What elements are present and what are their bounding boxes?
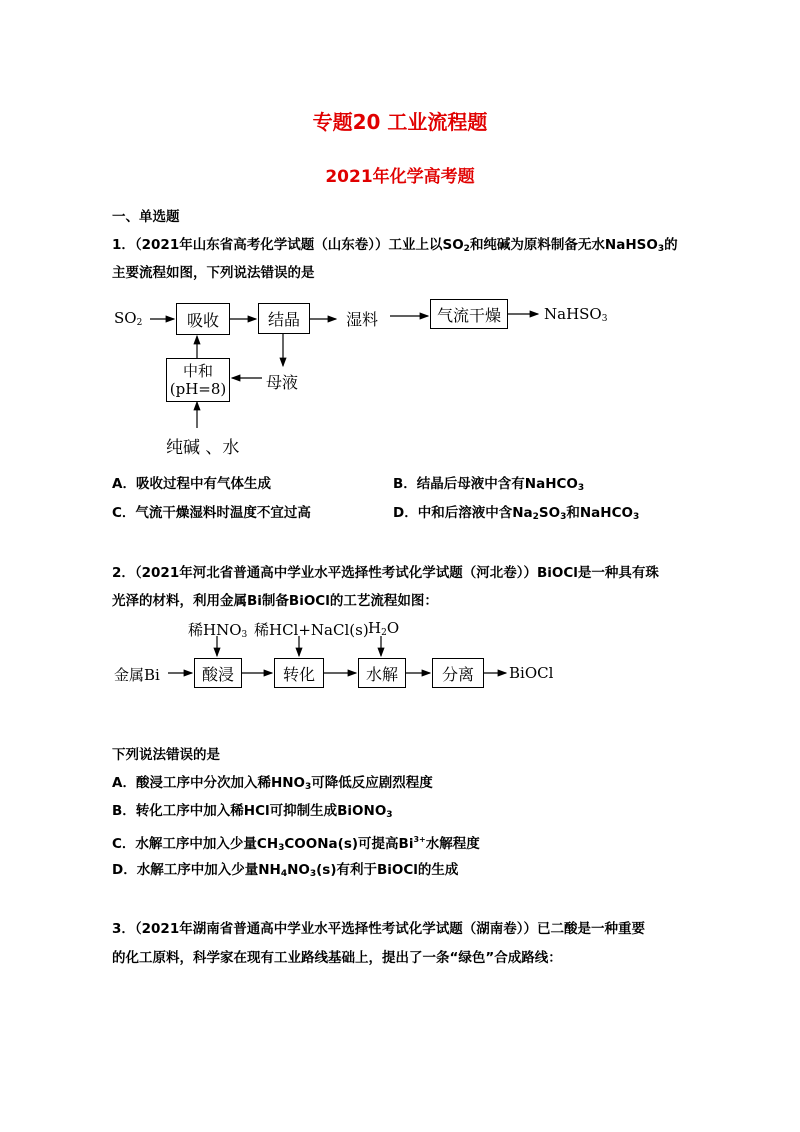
q2-stem-line2: 光泽的材料，利用金属Bi制备BiOCl的工艺流程如图：	[112, 593, 438, 609]
option-text: 和NaHCO	[566, 505, 633, 521]
feed-label: 纯碱 、水	[166, 438, 240, 458]
q2-question: 下列说法错误的是	[112, 747, 220, 763]
option-text: 可降低反应剧烈程度	[311, 775, 433, 791]
product-text: NaHSO	[544, 305, 602, 323]
subscript: 2	[381, 628, 387, 638]
conversion-box: 转化	[274, 658, 324, 688]
product-biocl: BiOCl	[509, 664, 554, 682]
neutralize-box	[166, 358, 230, 402]
reagent-hcl-nacl: 稀HCl+NaCl(s)	[254, 621, 369, 639]
acid-leach-box: 酸浸	[194, 658, 242, 688]
option-text: D．中和后溶液中含Na	[393, 505, 533, 521]
option-text: D．水解工序中加入少量NH	[112, 862, 281, 878]
subscript: 2	[463, 244, 470, 254]
flash-dry-box: 气流干燥	[430, 299, 508, 329]
product-nahso3-label	[544, 305, 607, 324]
wet-material-label: 湿料	[346, 310, 379, 329]
q1-stem-line2: 主要流程如图，下列说法错误的是	[112, 265, 315, 281]
q2-option-c	[112, 831, 480, 857]
option-text: C．水解工序中加入少量CH	[112, 836, 279, 852]
crystallize-box: 结晶	[258, 303, 310, 334]
reagent-water	[368, 619, 399, 638]
q1-stem-text: 1．（2021年山东省高考化学试题（山东卷））工业上以SO	[112, 237, 464, 253]
option-text: B．结晶后母液中含有NaHCO	[393, 476, 578, 492]
option-text: B．转化工序中加入稀HCl可抑制生成BiONO	[112, 803, 387, 819]
q1-option-c: C．气流干燥湿料时温度不宜过高	[112, 505, 311, 521]
option-text: 水解程度	[425, 836, 480, 852]
absorb-box: 吸收	[176, 303, 230, 335]
option-text: (s)有利于BiOCl的生成	[316, 862, 459, 878]
subscript: 3	[577, 483, 585, 493]
section-heading: 一、单选题	[112, 209, 180, 225]
so2-text: SO	[114, 309, 137, 327]
option-text: SO	[538, 505, 561, 521]
subscript: 3	[560, 512, 567, 522]
q1-stem-text: 和纯碱为原料制备无水NaHSO	[469, 237, 658, 253]
q2-option-d	[112, 861, 458, 883]
so2-label	[114, 309, 142, 328]
q3-stem-line1: 3．（2021年湖南省普通高中学业水平选择性考试化学试题（湖南卷））已二酸是一种重要	[112, 921, 645, 937]
subscript: 3	[601, 314, 608, 324]
page-title: 专题20 工业流程题	[312, 110, 488, 134]
reagent-dilute-hno3	[188, 619, 247, 640]
start-metal-bi: 金属Bi	[114, 666, 160, 684]
subscript: 3	[305, 782, 312, 792]
subscript: 3	[657, 244, 665, 254]
q2-option-b	[112, 802, 393, 824]
reagent-text: O	[386, 619, 400, 637]
subscript: 3	[278, 843, 285, 853]
page-subtitle: 2021年化学高考题	[325, 167, 475, 187]
ph-label: (pH=8)	[169, 380, 227, 398]
q2-option-a	[112, 774, 433, 796]
subscript: 3	[241, 630, 248, 640]
q3-stem-line2: 的化工原料，科学家在现有工业路线基础上，提出了一条“绿色”合成路线：	[112, 950, 562, 966]
hydrolysis-box: 水解	[358, 658, 406, 688]
option-text: NO	[287, 862, 310, 878]
subscript: 4	[280, 869, 288, 879]
reagent-text: H	[368, 619, 382, 637]
neutralize-label: 中和	[182, 362, 213, 380]
superscript: 3+	[413, 835, 426, 844]
reagent-text: 稀HNO	[188, 621, 242, 639]
q1-option-d	[393, 504, 639, 526]
separation-box: 分离	[432, 658, 484, 688]
option-text: A．酸浸工序中分次加入稀HNO	[112, 775, 306, 791]
q1-option-a: A．吸收过程中有气体生成	[112, 476, 271, 492]
subscript: 3	[309, 869, 317, 879]
mother-liquor-label: 母液	[266, 373, 299, 392]
q1-option-b	[393, 475, 584, 497]
option-text: COONa(s)可提高Bi	[284, 836, 414, 852]
q1-stem-text: 的	[664, 237, 678, 253]
subscript: 3	[632, 512, 640, 522]
subscript: 3	[386, 810, 393, 820]
q2-stem-line1: 2．（2021年河北省普通高中学业水平选择性考试化学试题（河北卷））BiOCl是一种具有珠	[112, 565, 659, 581]
subscript: 2	[532, 512, 539, 522]
subscript: 2	[136, 318, 143, 328]
